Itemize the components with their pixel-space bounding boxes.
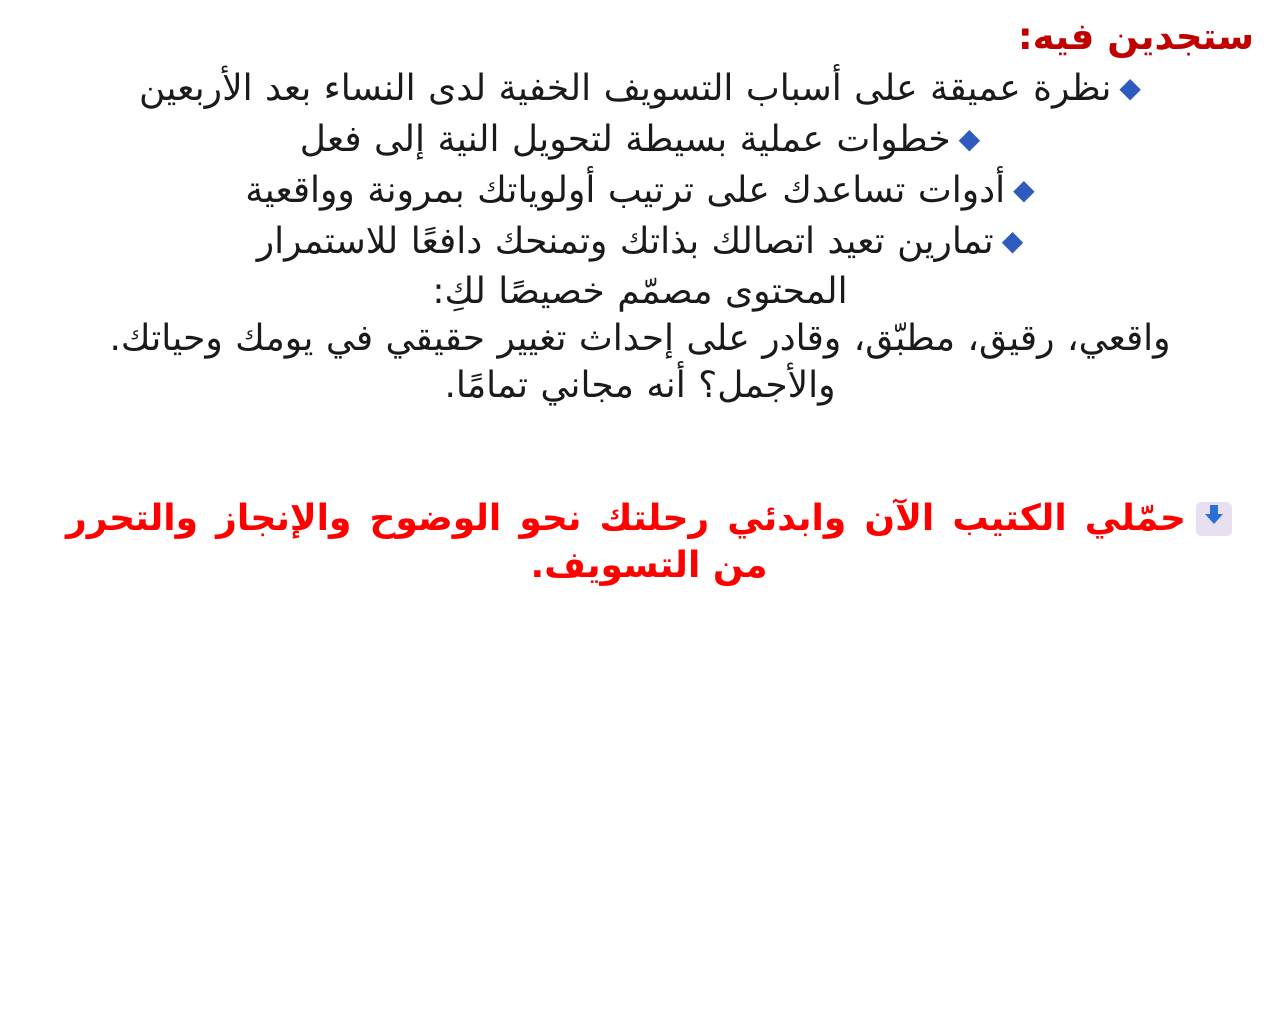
inbox-download-icon [1196, 502, 1232, 536]
list-item [26, 117, 1254, 164]
list-item-label: نظرة عميقة على أسباب التسويف الخفية لدى النساء بعد الأربعين [139, 68, 1112, 110]
call-to-action-label: حمّلي الكتيب الآن وابدئي رحلتك نحو الوضوح والإنجاز والتحرر من التسويف. [66, 497, 1186, 586]
list-item [26, 168, 1254, 215]
diamond-bullet-icon: ◆ [1013, 172, 1035, 206]
benefits-list [26, 66, 1254, 265]
list-item-label: تمارين تعيد اتصالك بذاتك وتمنحك دافعًا للاستمرار [256, 220, 994, 262]
page-title: ستجدين فيه: [1017, 15, 1254, 58]
diamond-bullet-icon: ◆ [1001, 223, 1024, 257]
list-item-label: خطوات عملية بسيطة لتحويل النية إلى فعل [299, 119, 951, 161]
list-item [26, 219, 1254, 266]
call-to-action[interactable] [26, 496, 1254, 590]
diamond-bullet-icon: ◆ [1119, 71, 1141, 105]
diamond-bullet-icon: ◆ [958, 122, 981, 156]
content-description-paragraph: واقعي، رقيق، مطبّق، وقادر على إحداث تغيير حقيقي في يومك وحياتك. [109, 318, 1171, 360]
content-intro-paragraph: المحتوى مصمّم خصيصًا لكِ: [432, 271, 848, 313]
list-item-label: أدوات تساعدك على ترتيب أولوياتك بمرونة وواقعية [245, 169, 1006, 211]
content-free-paragraph: والأجمل؟ أنه مجاني تمامًا. [444, 365, 836, 407]
list-item [26, 66, 1254, 113]
